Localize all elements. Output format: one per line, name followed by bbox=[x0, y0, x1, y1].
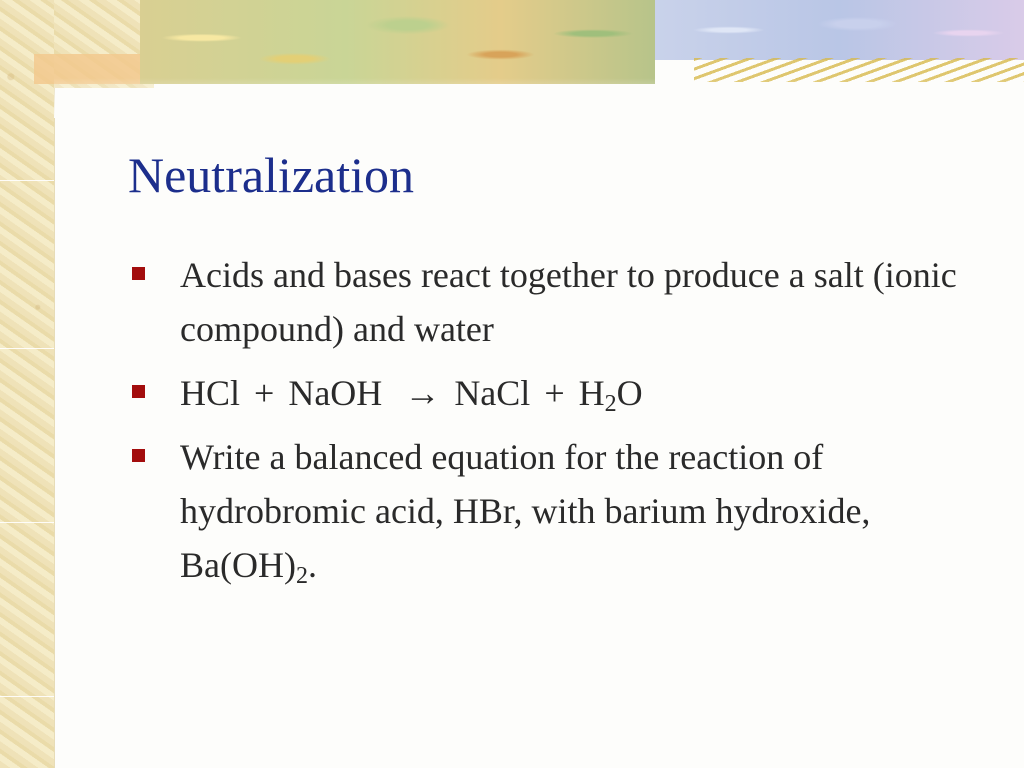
water-o: O bbox=[616, 373, 643, 413]
square-bullet-icon bbox=[132, 449, 145, 462]
water-h: H bbox=[578, 373, 605, 413]
square-bullet-icon bbox=[132, 385, 145, 398]
bullet-item-equation bbox=[132, 366, 992, 420]
water-subscript: 2 bbox=[604, 391, 617, 417]
decorative-left-strip bbox=[0, 0, 55, 768]
strip-seam bbox=[0, 348, 54, 349]
strip-seam bbox=[0, 696, 54, 697]
reactant-hcl: HCl bbox=[180, 373, 241, 413]
bullet-item-definition bbox=[132, 248, 992, 356]
bullet-list bbox=[132, 248, 992, 602]
reaction-arrow: → bbox=[404, 373, 441, 413]
banner-blue-image bbox=[655, 0, 1024, 60]
bullet-text: Acids and bases react together to produce a salt (ionic compound) and water bbox=[180, 255, 957, 349]
product-water bbox=[579, 366, 643, 420]
reactant-naoh: NaOH bbox=[288, 373, 383, 413]
bullet-subscript: 2 bbox=[295, 563, 308, 589]
plus-sign: + bbox=[544, 373, 565, 413]
square-bullet-icon bbox=[132, 267, 145, 280]
bullet-item-exercise bbox=[132, 430, 992, 592]
bullet-period: . bbox=[307, 545, 317, 585]
decorative-top-banner bbox=[54, 0, 1024, 88]
bullet-text: Write a balanced equation for the reaction of hydrobromic acid, HBr, with barium hydroxide, Ba(OH) bbox=[180, 437, 871, 585]
product-nacl: NaCl bbox=[454, 373, 531, 413]
plus-sign: + bbox=[254, 373, 275, 413]
strip-seam bbox=[0, 180, 54, 181]
banner-fade bbox=[54, 78, 1024, 118]
slide-title: Neutralization bbox=[128, 147, 414, 203]
strip-seam bbox=[0, 522, 54, 523]
banner-leaves-image bbox=[140, 0, 655, 84]
